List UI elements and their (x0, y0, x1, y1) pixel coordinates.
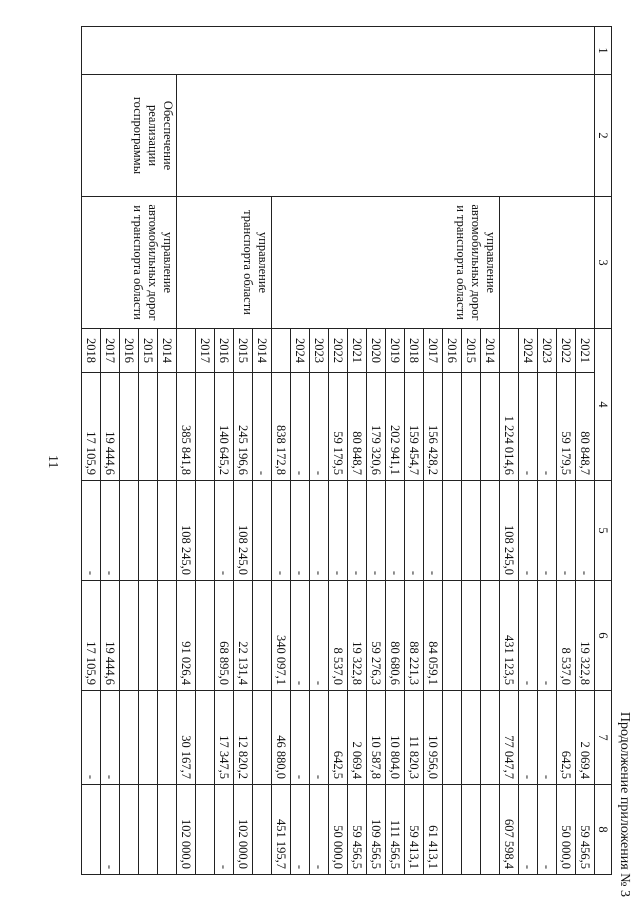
table-cell: 8 537,0 (557, 581, 576, 691)
table-cell (177, 329, 196, 373)
table-cell: 59 179,5 (329, 373, 348, 481)
table-cell: 80 848,7 (576, 373, 595, 481)
table-cell: 2014 (158, 329, 177, 373)
table-cell: 2019 (386, 329, 405, 373)
table-cell: - (538, 373, 557, 481)
table-cell (158, 373, 177, 481)
table-cell: 68 895,0 (215, 581, 234, 691)
table-cell (443, 581, 462, 691)
table-cell (158, 691, 177, 785)
table-cell: - (310, 481, 329, 581)
table-cell (481, 581, 500, 691)
table-cell: - (291, 785, 310, 875)
header-row (595, 27, 612, 875)
table-cell (139, 373, 158, 481)
table-cell (462, 581, 481, 691)
table-cell: - (291, 691, 310, 785)
table-cell: - (538, 481, 557, 581)
table-cell: - (519, 373, 538, 481)
table-cell: 642,5 (557, 691, 576, 785)
table-cell: 102 000,0 (234, 785, 253, 875)
header-cell: 7 (595, 691, 612, 785)
table-cell: 2018 (405, 329, 424, 373)
table-cell: 84 059,1 (424, 581, 443, 691)
table-cell: 61 413,1 (424, 785, 443, 875)
table-cell: 88 221,3 (405, 581, 424, 691)
table-cell: 91 026,4 (177, 581, 196, 691)
table-cell (500, 329, 519, 373)
table-cell: 2024 (291, 329, 310, 373)
table-cell (253, 581, 272, 691)
table-cell: 245 196,6 (234, 373, 253, 481)
table-cell: 2016 (120, 329, 139, 373)
header-cell: 3 (595, 197, 612, 329)
table-cell: - (215, 481, 234, 581)
table-cell: 50 000,0 (329, 785, 348, 875)
table-cell (158, 785, 177, 875)
table-cell: 2 069,4 (576, 691, 595, 785)
table-cell: 2 069,4 (348, 691, 367, 785)
table-cell: 2014 (481, 329, 500, 373)
table-cell: - (272, 481, 291, 581)
table-cell (462, 785, 481, 875)
table-cell: 2014 (253, 329, 272, 373)
budget-table (81, 26, 612, 875)
table-cell: 2022 (329, 329, 348, 373)
table-cell (82, 785, 101, 875)
table-cell: 2015 (462, 329, 481, 373)
table-cell: - (538, 691, 557, 785)
table-cell: - (82, 481, 101, 581)
table-cell (481, 691, 500, 785)
table-cell: - (101, 691, 120, 785)
table-cell: 46 880,0 (272, 691, 291, 785)
table-cell: 2023 (538, 329, 557, 373)
table-cell: 159 454,7 (405, 373, 424, 481)
table-cell: 2022 (557, 329, 576, 373)
table-cell: 17 105,9 (82, 373, 101, 481)
table-cell: 50 000,0 (557, 785, 576, 875)
table-cell: - (557, 481, 576, 581)
table-cell: 2016 (443, 329, 462, 373)
table-cell (481, 481, 500, 581)
table-row (158, 27, 177, 875)
table-cell: 19 322,8 (576, 581, 595, 691)
table-cell: 17 347,5 (215, 691, 234, 785)
table-cell: 140 645,2 (215, 373, 234, 481)
table-cell: 2021 (348, 329, 367, 373)
table-cell (443, 373, 462, 481)
table-cell: 108 245,0 (177, 481, 196, 581)
table-cell: 156 428,2 (424, 373, 443, 481)
table-cell: 2017 (196, 329, 215, 373)
table-cell: 2017 (101, 329, 120, 373)
header-cell: 2 (595, 75, 612, 197)
table-cell: 10 804,0 (386, 691, 405, 785)
table-cell (120, 481, 139, 581)
table-cell: 59 413,1 (405, 785, 424, 875)
table-cell: управление автомобильных дорог и транспорта области (82, 197, 177, 329)
table-cell (462, 691, 481, 785)
table-cell: 11 820,3 (405, 691, 424, 785)
table-cell (120, 691, 139, 785)
table-cell: 77 047,7 (500, 691, 519, 785)
table-cell: - (253, 373, 272, 481)
header-cell: 8 (595, 785, 612, 875)
table-cell: 2018 (82, 329, 101, 373)
table-cell (481, 785, 500, 875)
table-cell: 59 276,3 (367, 581, 386, 691)
table-cell (462, 373, 481, 481)
table-cell: 80 848,7 (348, 373, 367, 481)
table-cell (196, 373, 215, 481)
table-cell: - (519, 481, 538, 581)
table-cell (481, 373, 500, 481)
table-cell: - (310, 581, 329, 691)
table-cell: 59 179,5 (557, 373, 576, 481)
table-cell: - (405, 481, 424, 581)
table-cell: 17 105,9 (82, 581, 101, 691)
table-cell (196, 785, 215, 875)
table-cell: 80 680,6 (386, 581, 405, 691)
table-cell: - (538, 785, 557, 875)
table-cell: - (424, 481, 443, 581)
table-cell (120, 373, 139, 481)
table-cell: - (519, 581, 538, 691)
table-cell (139, 481, 158, 581)
table-cell: 451 195,7 (272, 785, 291, 875)
table-cell: 607 598,4 (500, 785, 519, 875)
table-cell: - (538, 581, 557, 691)
header-cell: 1 (595, 27, 612, 75)
table-cell (462, 481, 481, 581)
table-cell (443, 691, 462, 785)
table-cell: 19 444,6 (101, 373, 120, 481)
table-cell: - (291, 581, 310, 691)
table-cell (443, 481, 462, 581)
table-cell: 10 956,0 (424, 691, 443, 785)
table-cell: 109 456,5 (367, 785, 386, 875)
table-cell: 10 587,8 (367, 691, 386, 785)
table-cell (500, 197, 595, 329)
table-cell: 59 456,5 (348, 785, 367, 875)
page-number: 11 (45, 455, 60, 469)
table-cell: 102 000,0 (177, 785, 196, 875)
table-cell: 12 820,2 (234, 691, 253, 785)
header-cell: 5 (595, 481, 612, 581)
table-cell: - (215, 785, 234, 875)
table-cell: - (519, 785, 538, 875)
table-cell: 22 131,4 (234, 581, 253, 691)
table-cell: 2016 (215, 329, 234, 373)
table-cell: - (329, 481, 348, 581)
table-cell (158, 581, 177, 691)
table-cell (120, 785, 139, 875)
table-cell: 2020 (367, 329, 386, 373)
table-cell (272, 329, 291, 373)
table-cell (139, 581, 158, 691)
table-cell: 340 097,1 (272, 581, 291, 691)
table-cell: 59 456,5 (576, 785, 595, 875)
table-cell (120, 581, 139, 691)
table-cell: - (310, 373, 329, 481)
table-cell: 385 841,8 (177, 373, 196, 481)
table-cell: 30 167,7 (177, 691, 196, 785)
table-cell: 8 537,0 (329, 581, 348, 691)
table-cell: - (576, 481, 595, 581)
table-cell (158, 481, 177, 581)
table-cell: 431 123,5 (500, 581, 519, 691)
table-cell: 2021 (576, 329, 595, 373)
table-cell: - (101, 481, 120, 581)
table-cell (139, 785, 158, 875)
table-cell (196, 581, 215, 691)
table-cell: 642,5 (329, 691, 348, 785)
table-cell: 2015 (234, 329, 253, 373)
table-cell: управление транспорта области (177, 197, 272, 329)
table-cell: 19 322,8 (348, 581, 367, 691)
table-cell: 838 172,8 (272, 373, 291, 481)
table-row (576, 27, 595, 875)
table-cell: 2024 (519, 329, 538, 373)
table-cell: 179 320,6 (367, 373, 386, 481)
table-cell: 202 941,1 (386, 373, 405, 481)
table-cell: 1 224 014,6 (500, 373, 519, 481)
table-cell (82, 27, 595, 75)
table-cell: - (101, 785, 120, 875)
table-cell (139, 691, 158, 785)
table-cell (177, 75, 595, 197)
table-cell: - (291, 481, 310, 581)
table-cell: 2023 (310, 329, 329, 373)
header-cell: 4 (595, 329, 612, 481)
table-cell: 108 245,0 (234, 481, 253, 581)
table-cell (253, 785, 272, 875)
table-cell (253, 691, 272, 785)
header-cell: 6 (595, 581, 612, 691)
table-cell: - (291, 373, 310, 481)
table-cell (253, 481, 272, 581)
table-cell: Обеспечение реализации госпрограммы (82, 75, 177, 197)
table-cell: 108 245,0 (500, 481, 519, 581)
table-cell: - (310, 785, 329, 875)
table-cell (443, 785, 462, 875)
table-cell: - (386, 481, 405, 581)
table-cell (196, 691, 215, 785)
table-cell: 111 456,5 (386, 785, 405, 875)
table-cell: - (367, 481, 386, 581)
continuation-label: Продолжение приложения № 3 (617, 711, 632, 897)
table-cell (196, 481, 215, 581)
table-cell: - (348, 481, 367, 581)
table-cell: - (310, 691, 329, 785)
table-cell: - (519, 691, 538, 785)
table-cell: управление автомобильных дорог и транспорта области (272, 197, 500, 329)
table-cell: 2015 (139, 329, 158, 373)
table-cell: 19 444,6 (101, 581, 120, 691)
table-cell: 2017 (424, 329, 443, 373)
table-cell: - (82, 691, 101, 785)
